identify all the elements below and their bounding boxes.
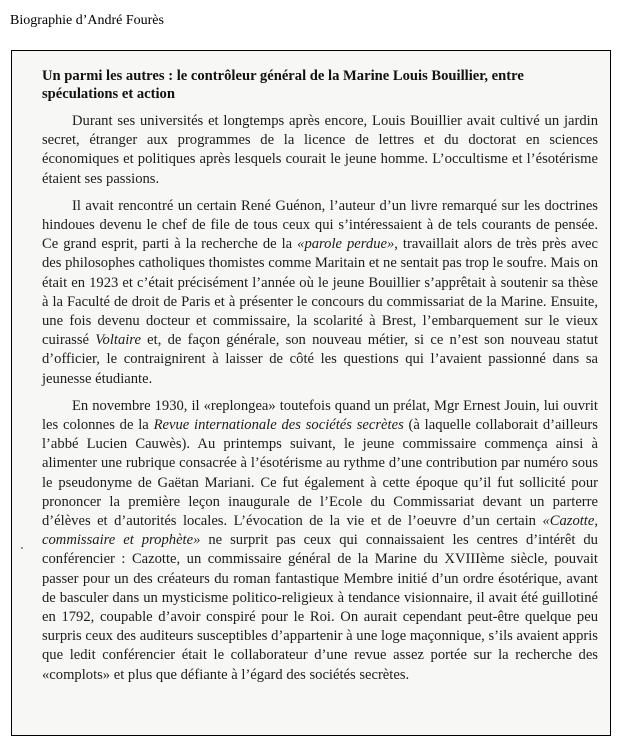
italic-text: Voltaire	[95, 332, 141, 349]
italic-text: «parole perdue»	[297, 236, 395, 253]
italic-text: «Cazotte, commissaire et prophète»	[42, 513, 598, 549]
text-run: En novembre 1930, il «replongea» toutefois quand un prélat, Mgr Ernest Jouin, lui ouvrit les colonnes de la	[42, 397, 598, 434]
text-run: ne surprit pas ceux qui connaissaient les centres d’intérêt du conférencier : Cazotte, un commissaire général de la Marine du XVIIIème siècle, pouvait passer pour un des créateurs du roman fantastique Membre initié d’un ordre ésotérique, avant de basculer dans un mysticisme politico-religieux à tendance visionnaire, il avait été guillotiné en 1792, coupable d’avoir conspiré pour le Roi. On aurait cependant peut-être quelque peu surpris ceux des auditeurs susceptibles d’appartenir à une loge maçonnique, s’ils avaient appris que ledit conférencier était le collaborateur d’une revue assez portée sur la recherche des «complots» et plus que défiante à l’égard des sociétés secrètes.	[42, 532, 598, 683]
italic-text: Revue internationale des sociétés secrètes	[153, 417, 404, 434]
article-title: Un parmi les autres : le contrôleur général de la Marine Louis Bouillier, entre spéculations et action	[42, 68, 524, 102]
text-run: , travaillait alors de très près avec des philosophes catholiques thomistes comme Maritain et ne sentait pas trop le soufre. Mais on était en 1923 et c’était précisément l’année où le jeune Bouillier s’apprêtait à soutenir sa thèse à la Faculté de droit de Paris et à présenter le concours du commissariat de la Marine. Ensuite, une fois devenu docteur et commissaire, la scolarité à Brest, l’embarquement sur le vieux cuirassé	[42, 236, 598, 349]
scanned-page	[11, 50, 611, 736]
article	[42, 67, 598, 693]
scan-artifact	[21, 547, 23, 549]
page-header: Biographie d’André Fourès	[10, 13, 164, 28]
paragraph-1	[42, 112, 598, 189]
text-run: Durant ses universités et longtemps après encore, Louis Bouillier avait cultivé un jardin secret, étranger aux programmes de la licence de lettres et du doctorat en sciences économiques et politiques après lesquels courait le jeune homme. L’occultisme et l’ésotérisme étaient ses passions.	[42, 113, 598, 187]
text-run: (à laquelle collaborait d’ailleurs l’abbé Lucien Cauwès). Au printemps suivant, le jeune commissaire commença ainsi à alimenter une rubrique consacrée à l’ésotérisme au rythme d’une contribution par numéro sous le pseudonyme de Gaëtan Mariani. Ce fut également à cette époque qu’il fut sollicité pour prononcer la première leçon inaugurale de l’Ecole du Commissariat devant un parterre d’élèves et d’autorités locales. L’évocation de la vie et de l’oeuvre d’un certain	[42, 417, 598, 530]
text-run: Il avait rencontré un certain René Guénon, l’auteur d’un livre remarqué sur les doctrines hindoues devenu le chef de file de tous ceux qui s’intéressaient à de tels courants de pensée. Ce grand esprit, parti à la recherche de la	[42, 197, 598, 253]
paragraph-2	[42, 197, 598, 389]
text-run: et, de façon générale, son nouveau métier, si ce n’est son nouveau statut d’officier, le contraignirent à laisser de côté les questions qui l’avaient passionné dans sa jeunesse étudiante.	[42, 332, 598, 387]
paragraph-3	[42, 397, 598, 685]
